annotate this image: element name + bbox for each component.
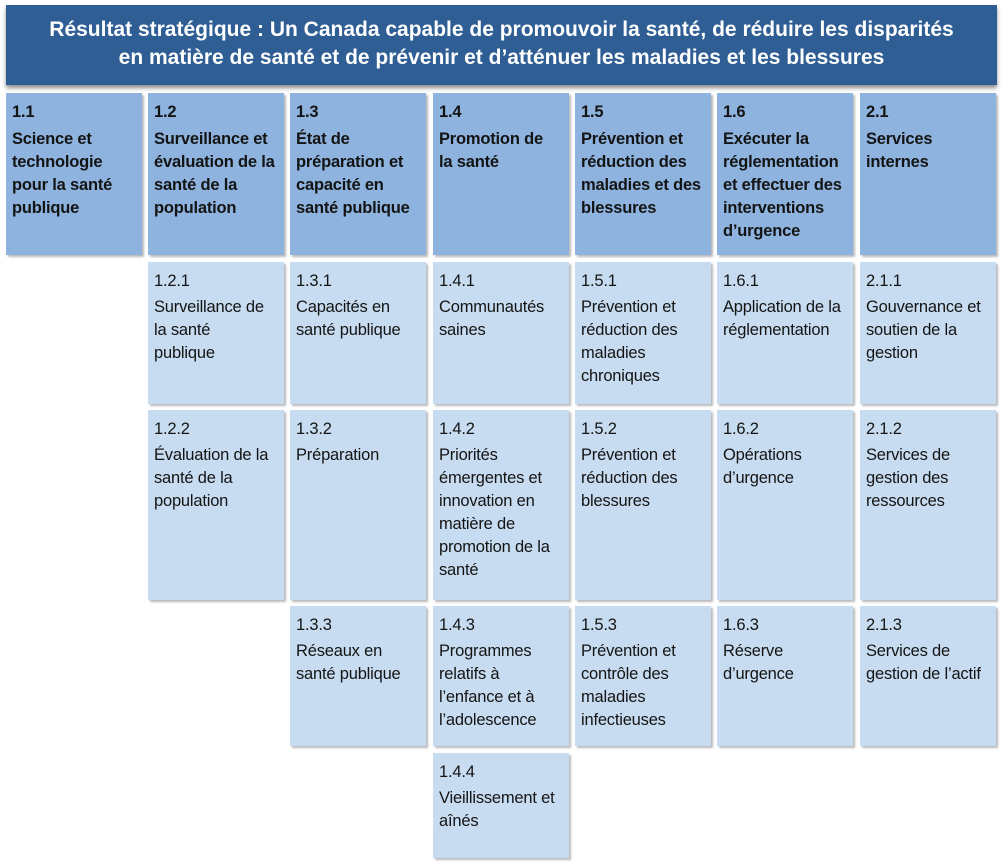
title-line: Science et xyxy=(12,130,92,148)
title-line: d’urgence xyxy=(723,222,801,240)
title-line: blessures xyxy=(581,199,657,217)
sub-program-number: 1.3.2 xyxy=(296,420,332,438)
program-title xyxy=(12,128,138,220)
title-line: publique xyxy=(12,199,80,217)
strategic-outcome-title-line-1: Résultat stratégique : Un Canada capable de promouvoir la santé, de réduire les disparités xyxy=(49,18,954,41)
title-line: la santé xyxy=(439,153,499,171)
title-line: relatifs à xyxy=(439,665,500,683)
title-line: santé xyxy=(439,561,479,579)
sub-program-box-2-1-2 xyxy=(860,410,996,600)
sub-program-number: 1.5.3 xyxy=(581,616,617,634)
sub-program-box-1-2-1 xyxy=(148,262,284,404)
title-line: soutien de la xyxy=(866,321,957,339)
sub-program-title xyxy=(581,640,707,732)
sub-program-number: 1.4.3 xyxy=(439,616,475,634)
title-line: Promotion de xyxy=(439,130,543,148)
sub-program-title xyxy=(439,296,565,342)
title-line: évaluation de la xyxy=(154,153,275,171)
title-line: santé publique xyxy=(296,665,401,683)
program-number: 1.4 xyxy=(439,103,462,121)
sub-program-box-1-5-1 xyxy=(575,262,711,404)
title-line: maladies et des xyxy=(581,176,701,194)
sub-program-box-1-6-2 xyxy=(717,410,853,600)
title-line: émergentes et xyxy=(439,469,542,487)
sub-program-box-1-3-3 xyxy=(290,606,426,746)
title-line: Gouvernance et xyxy=(866,298,981,316)
title-line: santé de la xyxy=(154,469,233,487)
program-box-1-5 xyxy=(575,93,711,255)
title-line: chroniques xyxy=(581,367,660,385)
program-number: 1.3 xyxy=(296,103,319,121)
title-line: réduction des xyxy=(581,321,678,339)
title-line: internes xyxy=(866,153,929,171)
sub-program-title xyxy=(296,444,422,467)
sub-program-number: 1.6.3 xyxy=(723,616,759,634)
sub-program-box-1-3-1 xyxy=(290,262,426,404)
title-line: Services de xyxy=(866,642,951,660)
title-line: capacité en xyxy=(296,176,384,194)
sub-program-number: 1.4.4 xyxy=(439,763,475,781)
title-line: d’urgence xyxy=(723,469,794,487)
title-line: santé de la xyxy=(154,176,238,194)
sub-program-title xyxy=(866,444,992,513)
title-line: santé publique xyxy=(296,199,410,217)
title-line: matière de xyxy=(439,515,515,533)
title-line: publique xyxy=(154,344,215,362)
title-line: Application de la xyxy=(723,298,841,316)
title-line: réglementation xyxy=(723,153,839,171)
program-title xyxy=(439,128,565,174)
program-box-1-6 xyxy=(717,93,853,255)
sub-program-title xyxy=(866,296,992,365)
sub-program-box-1-4-3 xyxy=(433,606,569,746)
sub-program-title xyxy=(866,640,992,686)
program-number: 1.1 xyxy=(12,103,35,121)
title-line: État de xyxy=(296,130,350,148)
title-line: gestion de l’actif xyxy=(866,665,981,683)
sub-program-box-1-4-1 xyxy=(433,262,569,404)
sub-program-title xyxy=(723,640,849,686)
program-number: 1.6 xyxy=(723,103,746,121)
title-line: maladies xyxy=(581,344,646,362)
title-line: Réserve xyxy=(723,642,784,660)
sub-program-title xyxy=(439,640,565,732)
sub-program-number: 2.1.2 xyxy=(866,420,902,438)
sub-program-title xyxy=(581,296,707,388)
title-line: technologie xyxy=(12,153,103,171)
title-line: Services de xyxy=(866,446,951,464)
program-number: 2.1 xyxy=(866,103,889,121)
title-line: innovation en xyxy=(439,492,535,510)
title-line: réduction des xyxy=(581,469,678,487)
sub-program-number: 1.5.1 xyxy=(581,272,617,290)
program-title xyxy=(723,128,849,243)
sub-program-number: 1.4.1 xyxy=(439,272,475,290)
title-line: interventions xyxy=(723,199,825,217)
program-number: 1.5 xyxy=(581,103,604,121)
strategic-outcome-banner xyxy=(6,5,997,85)
program-box-1-4 xyxy=(433,93,569,255)
strategic-outcome-title-line-2: en matière de santé et de prévenir et d’atténuer les maladies et les blessures xyxy=(118,46,885,69)
program-title xyxy=(581,128,707,220)
title-line: Communautés xyxy=(439,298,545,316)
title-line: maladies xyxy=(581,688,646,706)
title-line: Surveillance et xyxy=(154,130,268,148)
sub-program-number: 1.6.2 xyxy=(723,420,759,438)
sub-program-number: 2.1.1 xyxy=(866,272,902,290)
sub-program-title xyxy=(439,787,565,833)
title-line: Exécuter la xyxy=(723,130,809,148)
title-line: Préparation xyxy=(296,446,380,464)
program-box-1-1 xyxy=(6,93,142,255)
sub-program-title xyxy=(296,640,422,686)
sub-program-box-1-3-2 xyxy=(290,410,426,600)
title-line: population xyxy=(154,199,237,217)
sub-program-number: 1.6.1 xyxy=(723,272,759,290)
title-line: d’urgence xyxy=(723,665,794,683)
sub-program-title xyxy=(154,296,280,365)
title-line: saines xyxy=(439,321,486,339)
title-line: infectieuses xyxy=(581,711,666,729)
program-box-2-1 xyxy=(860,93,996,255)
title-line: l’adolescence xyxy=(439,711,537,729)
sub-program-number: 1.4.2 xyxy=(439,420,475,438)
title-line: Prévention et xyxy=(581,446,676,464)
title-line: population xyxy=(154,492,229,510)
sub-program-box-1-5-3 xyxy=(575,606,711,746)
title-line: Réseaux en xyxy=(296,642,383,660)
sub-program-box-2-1-3 xyxy=(860,606,996,746)
program-title xyxy=(154,128,280,220)
sub-program-box-1-4-4 xyxy=(433,753,569,858)
title-line: santé publique xyxy=(296,321,401,339)
sub-program-title xyxy=(154,444,280,513)
sub-program-title xyxy=(296,296,422,342)
program-title xyxy=(296,128,422,220)
sub-program-box-1-6-3 xyxy=(717,606,853,746)
title-line: Vieillissement et xyxy=(439,789,555,807)
title-line: Surveillance de xyxy=(154,298,264,316)
title-line: la santé xyxy=(154,321,211,339)
sub-program-title xyxy=(723,296,849,342)
title-line: Capacités en xyxy=(296,298,390,316)
title-line: gestion des xyxy=(866,469,949,487)
title-line: Prévention et xyxy=(581,130,683,148)
title-line: et effectuer des xyxy=(723,176,842,194)
title-line: gestion xyxy=(866,344,918,362)
program-box-1-3 xyxy=(290,93,426,255)
sub-program-title xyxy=(723,444,849,490)
title-line: réduction des xyxy=(581,153,687,171)
program-number: 1.2 xyxy=(154,103,177,121)
title-line: Prévention et xyxy=(581,298,676,316)
sub-program-number: 1.5.2 xyxy=(581,420,617,438)
sub-program-number: 1.3.1 xyxy=(296,272,332,290)
sub-program-box-1-4-2 xyxy=(433,410,569,600)
title-line: Évaluation de la xyxy=(154,446,269,464)
program-box-1-2 xyxy=(148,93,284,255)
program-title xyxy=(866,128,992,174)
title-line: contrôle des xyxy=(581,665,669,683)
title-line: Prévention et xyxy=(581,642,676,660)
sub-program-number: 1.3.3 xyxy=(296,616,332,634)
sub-program-box-1-2-2 xyxy=(148,410,284,600)
title-line: pour la santé xyxy=(12,176,113,194)
title-line: Programmes xyxy=(439,642,532,660)
sub-program-number: 1.2.2 xyxy=(154,420,190,438)
title-line: Opérations xyxy=(723,446,802,464)
title-line: Services xyxy=(866,130,933,148)
sub-program-box-2-1-1 xyxy=(860,262,996,404)
title-line: réglementation xyxy=(723,321,830,339)
title-line: Priorités xyxy=(439,446,498,464)
sub-program-title xyxy=(581,444,707,513)
title-line: ressources xyxy=(866,492,945,510)
title-line: promotion de la xyxy=(439,538,550,556)
title-line: l’enfance et à xyxy=(439,688,535,706)
sub-program-box-1-5-2 xyxy=(575,410,711,600)
sub-program-number: 2.1.3 xyxy=(866,616,902,634)
title-line: blessures xyxy=(581,492,650,510)
sub-program-number: 1.2.1 xyxy=(154,272,190,290)
sub-program-title xyxy=(439,444,565,582)
sub-program-box-1-6-1 xyxy=(717,262,853,404)
title-line: aînés xyxy=(439,812,479,830)
title-line: préparation et xyxy=(296,153,404,171)
